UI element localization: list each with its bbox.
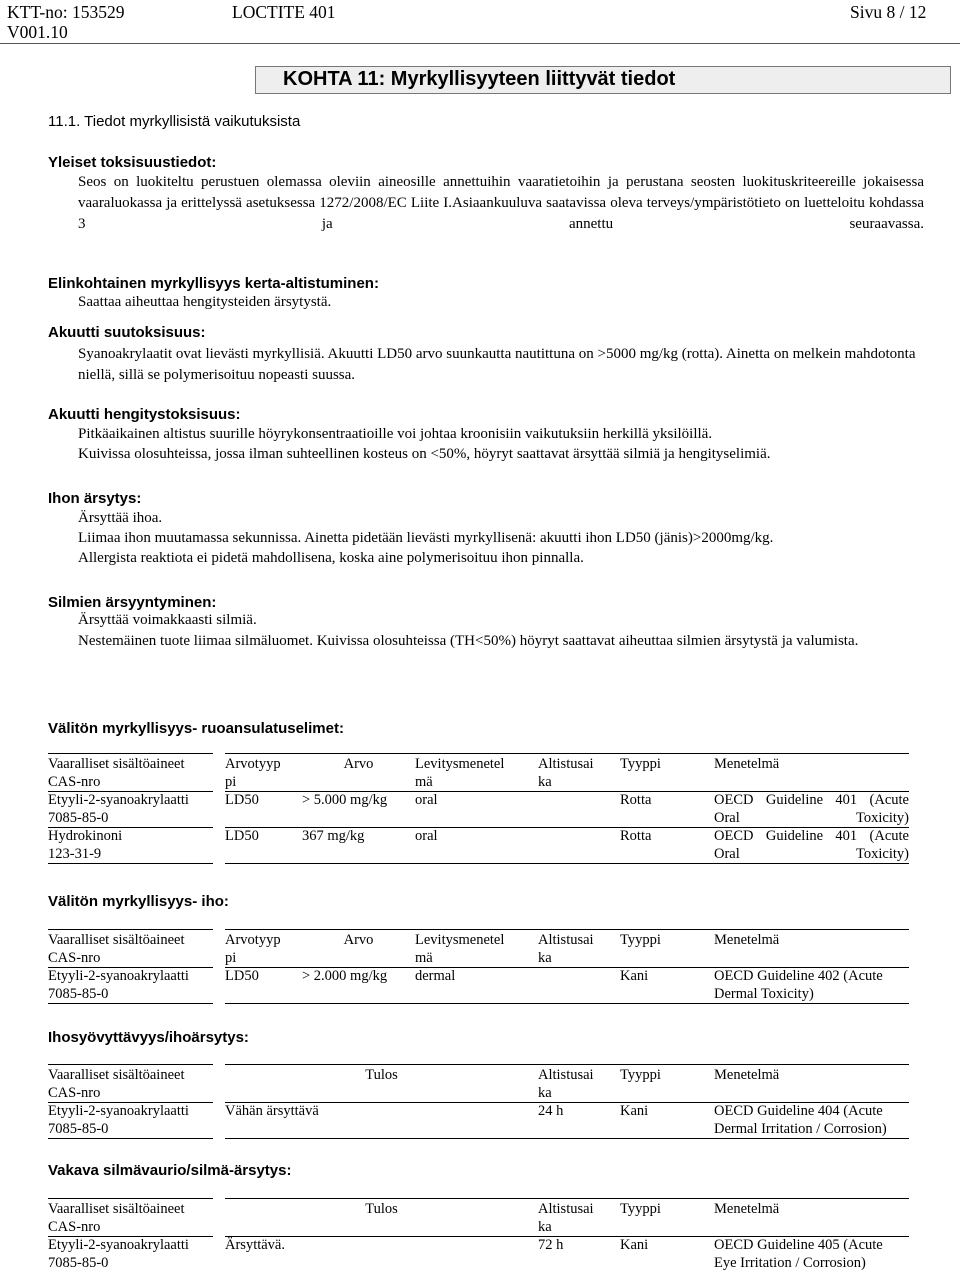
header-cell: Arvotyyp pi — [225, 754, 302, 792]
table-cell — [538, 828, 620, 864]
table-row — [48, 968, 909, 1004]
product-name: LOCTITE 401 — [232, 2, 336, 22]
header-cell: Tulos — [225, 1199, 538, 1237]
header-cell: Levitysmenetel mä — [415, 754, 538, 792]
table-cell: LD50 — [225, 828, 302, 864]
header-cell: Altistusai ka — [538, 1199, 620, 1237]
header-cell: Menetelmä — [714, 930, 909, 968]
table-cell: > 2.000 mg/kg — [302, 968, 415, 1004]
skin-irritation-line-2: Liimaa ihon muutamassa sekunnissa. Ainetta pidetään lievästi myrkyllisenä: akuutti ihon LD50 (jänis)>2000mg/kg. — [78, 530, 774, 546]
table-cell: Etyyli-2-syanoakrylaatti 7085-85-0 — [48, 968, 213, 1004]
header-cell: Levitysmenetel mä — [415, 930, 538, 968]
stot-single-text: Saattaa aiheuttaa hengitysteiden ärsytystä. — [78, 294, 332, 310]
header-cell: Vaaralliset sisältöaineet CAS-nro — [48, 754, 213, 792]
table-cell: Etyyli-2-syanoakrylaatti 7085-85-0 — [48, 792, 213, 828]
header-cell: Vaaralliset sisältöaineet CAS-nro — [48, 930, 213, 968]
table-cell: Rotta — [620, 792, 714, 828]
header-cell: Arvo — [302, 754, 415, 792]
stot-single-heading: Elinkohtainen myrkyllisyys kerta-altistuminen: — [48, 275, 379, 292]
table-cell: Ärsyttävä. — [225, 1237, 285, 1253]
acute-inhalation-line-1: Pitkäaikainen altistus suurille höyrykonsentraatioille voi johtaa kroonisiin vaikutuksiin herkillä yksilöillä. — [78, 426, 713, 442]
header-divider — [0, 43, 960, 44]
table-cell: Hydrokinoni 123-31-9 — [48, 828, 213, 864]
skin-corrosion-table — [48, 1064, 909, 1139]
header-cell: Tyyppi — [620, 754, 714, 792]
skin-irritation-line-1: Ärsyttää ihoa. — [78, 510, 163, 526]
header-cell: Altistusai ka — [538, 1065, 620, 1103]
eye-irritation-heading: Silmien ärsyyntyminen: — [48, 594, 217, 611]
document-number: KTT-no: 153529 — [7, 2, 125, 22]
table-cell: Kani — [620, 1237, 649, 1253]
table-cell: OECD Guideline 405 (Acute Eye Irritation / Corrosion) — [714, 1237, 883, 1271]
table-header-row — [48, 1199, 909, 1237]
table-cell: 72 h — [538, 1237, 564, 1253]
acute-inhalation-heading: Akuutti hengitystoksisuus: — [48, 406, 241, 423]
general-toxicity-text: Seos on luokiteltu perustuen olemassa oleviin aineosille annettuihin vaaratietoihin ja perustana seosten luokituskriteereille jokaisessa vaaraluokassa ja erittelyssä asetuksessa 1272/2008/EC Liite I.Asiaankuuluva saatavissa oleva terveys/ympäristötieto on luetteloitu kohdassa 3 ja annettu seuraavassa. — [78, 174, 924, 233]
table-cell: Rotta — [620, 828, 714, 864]
table-cell: dermal — [415, 968, 538, 1004]
oral-toxicity-heading: Välitön myrkyllisyys- ruoansulatuselimet: — [48, 720, 344, 737]
table-cell: LD50 — [225, 792, 302, 828]
skin-irritation-line-3: Allergista reaktiota ei pidetä mahdollisena, koska aine polymerisoituu ihon pinnalla. — [78, 550, 584, 566]
header-cell: Vaaralliset sisältöaineet CAS-nro — [48, 1065, 213, 1103]
table-cell: Vähän ärsyttävä — [225, 1103, 538, 1139]
table-header-row — [48, 1065, 909, 1103]
eye-irritation-text: Nestemäinen tuote liimaa silmäluomet. Kuivissa olosuhteissa (TH<50%) höyryt saattavat aiheuttaa silmien ärsytystä ja valumista. — [78, 633, 859, 649]
eye-irritation-line-1: Ärsyttää voimakkaasti silmiä. — [78, 612, 257, 628]
header-cell: Arvo — [302, 930, 415, 968]
table-cell: OECD Guideline 401 (Acute Oral Toxicity) — [714, 792, 909, 826]
page-number: Sivu 8 / 12 — [850, 2, 927, 22]
table-row — [48, 828, 909, 864]
acute-oral-text: Syanoakrylaatit ovat lievästi myrkyllisiä. Akuutti LD50 arvo suunkautta nautittuna on >5000 mg/kg (rotta). Ainetta on melkein mahdotonta niellä, sillä se polymerisoituu nopeasti suussa. — [78, 346, 916, 384]
oral-toxicity-table — [48, 753, 909, 864]
header-cell: Altistusai ka — [538, 930, 620, 968]
table-cell — [538, 792, 620, 828]
table-cell: 367 mg/kg — [302, 828, 415, 864]
subsection-title: 11.1. Tiedot myrkyllisistä vaikutuksista — [48, 113, 301, 130]
table-row — [48, 1237, 909, 1273]
acute-oral-heading: Akuutti suutoksisuus: — [48, 324, 206, 341]
table-cell: Etyyli-2-syanoakrylaatti 7085-85-0 — [48, 1103, 213, 1139]
document-version: V001.10 — [7, 22, 68, 42]
header-cell: Tyyppi — [620, 930, 714, 968]
table-cell: > 5.000 mg/kg — [302, 792, 415, 828]
header-cell: Altistusai ka — [538, 754, 620, 792]
dermal-toxicity-table — [48, 929, 909, 1004]
dermal-toxicity-heading: Välitön myrkyllisyys- iho: — [48, 893, 229, 910]
header-cell: Tyyppi — [620, 1199, 714, 1237]
section-title: KOHTA 11: Myrkyllisyyteen liittyvät tiedot — [283, 68, 676, 90]
skin-corrosion-heading: Ihosyövyttävyys/ihoärsytys: — [48, 1029, 249, 1046]
header-cell: Menetelmä — [714, 1065, 909, 1103]
header-cell: Tulos — [225, 1065, 538, 1103]
table-row — [48, 792, 909, 828]
table-cell: oral — [415, 828, 538, 864]
table-cell: OECD Guideline 401 (Acute Oral Toxicity) — [714, 828, 909, 862]
general-toxicity-heading: Yleiset toksisuustiedot: — [48, 154, 217, 171]
header-cell: Menetelmä — [714, 754, 909, 792]
table-cell: OECD Guideline 404 (Acute Dermal Irritation / Corrosion) — [714, 1103, 909, 1139]
table-row — [48, 1103, 909, 1139]
eye-damage-table — [48, 1198, 909, 1272]
table-cell: oral — [415, 792, 538, 828]
header-cell: Arvotyyp pi — [225, 930, 302, 968]
acute-inhalation-line-2: Kuivissa olosuhteissa, jossa ilman suhteellinen kosteus on <50%, höyryt saattavat ärsyttää silmiä ja hengityselimiä. — [78, 446, 771, 462]
table-cell: OECD Guideline 402 (Acute Dermal Toxicity) — [714, 968, 909, 1004]
table-cell: Etyyli-2-syanoakrylaatti 7085-85-0 — [48, 1237, 189, 1271]
eye-damage-heading: Vakava silmävaurio/silmä-ärsytys: — [48, 1162, 292, 1179]
table-cell — [538, 968, 620, 1004]
header-cell: Tyyppi — [620, 1065, 714, 1103]
table-header-row — [48, 930, 909, 968]
table-cell: 24 h — [538, 1103, 620, 1139]
table-cell: LD50 — [225, 968, 302, 1004]
table-header-row — [48, 754, 909, 792]
header-cell: Menetelmä — [714, 1199, 909, 1237]
table-cell: Kani — [620, 968, 714, 1004]
header-cell: Vaaralliset sisältöaineet CAS-nro — [48, 1199, 213, 1237]
table-cell: Kani — [620, 1103, 714, 1139]
skin-irritation-heading: Ihon ärsytys: — [48, 490, 142, 507]
